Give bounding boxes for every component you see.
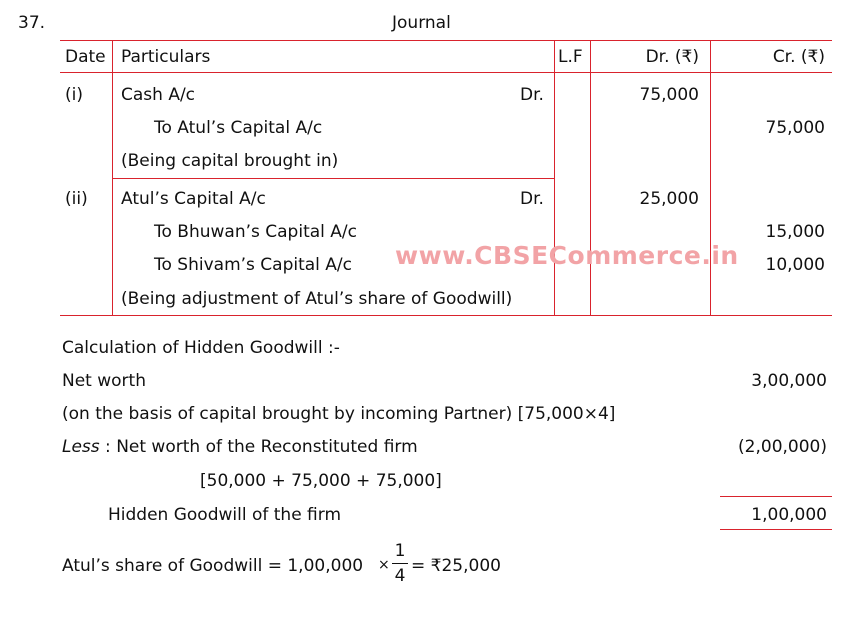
header-date: Date xyxy=(65,47,106,67)
watermark: www.CBSECommerce.in xyxy=(395,241,739,270)
fraction-numerator: 1 xyxy=(394,541,406,561)
less-word: Less xyxy=(62,437,100,457)
header-lf: L.F xyxy=(558,47,583,67)
dr-amount: 75,000 xyxy=(639,85,699,105)
share-rhs: = ₹25,000 xyxy=(411,556,501,576)
entry-date: (ii) xyxy=(65,189,88,209)
fraction-denominator: 4 xyxy=(394,566,406,586)
cr-amount: 75,000 xyxy=(765,118,825,138)
dr-amount: 25,000 xyxy=(639,189,699,209)
cr-amount: 15,000 xyxy=(765,222,825,242)
header-dr: Dr. (₹) xyxy=(645,47,699,67)
less-line xyxy=(62,437,418,457)
header-cr: Cr. (₹) xyxy=(772,47,825,67)
credit-account: To Shivam’s Capital A/c xyxy=(154,255,353,275)
net-worth-label: Net worth xyxy=(62,371,146,391)
dr-marker: Dr. xyxy=(520,85,544,105)
less-value: (2,00,000) xyxy=(738,437,827,457)
fraction-bar xyxy=(392,563,408,564)
dr-marker: Dr. xyxy=(520,189,544,209)
entry-date: (i) xyxy=(65,85,83,105)
narration: (Being adjustment of Atul’s share of Goodwill) xyxy=(121,289,513,309)
total-rule xyxy=(720,496,832,497)
cr-amount: 10,000 xyxy=(765,255,825,275)
narration: (Being capital brought in) xyxy=(121,151,339,171)
less-rest: : Net worth of the Reconstituted firm xyxy=(99,437,418,457)
hidden-goodwill-value: 1,00,000 xyxy=(751,505,827,525)
times-sign: × xyxy=(378,557,390,573)
credit-account: To Atul’s Capital A/c xyxy=(154,118,323,138)
basis-note: (on the basis of capital brought by incoming Partner) [75,000×4] xyxy=(62,404,616,424)
net-worth-value: 3,00,000 xyxy=(751,371,827,391)
journal-title: Journal xyxy=(392,13,451,33)
reconstituted-sum: [50,000 + 75,000 + 75,000] xyxy=(200,471,442,491)
calc-heading: Calculation of Hidden Goodwill :- xyxy=(62,338,340,358)
question-number: 37. xyxy=(18,13,46,33)
debit-account: Cash A/c xyxy=(121,85,196,105)
share-lhs: Atul’s share of Goodwill = 1,00,000 xyxy=(62,556,364,576)
credit-account: To Bhuwan’s Capital A/c xyxy=(154,222,357,242)
total-rule xyxy=(720,529,832,530)
header-particulars: Particulars xyxy=(121,47,211,67)
debit-account: Atul’s Capital A/c xyxy=(121,189,266,209)
hidden-goodwill-label: Hidden Goodwill of the firm xyxy=(108,505,342,525)
